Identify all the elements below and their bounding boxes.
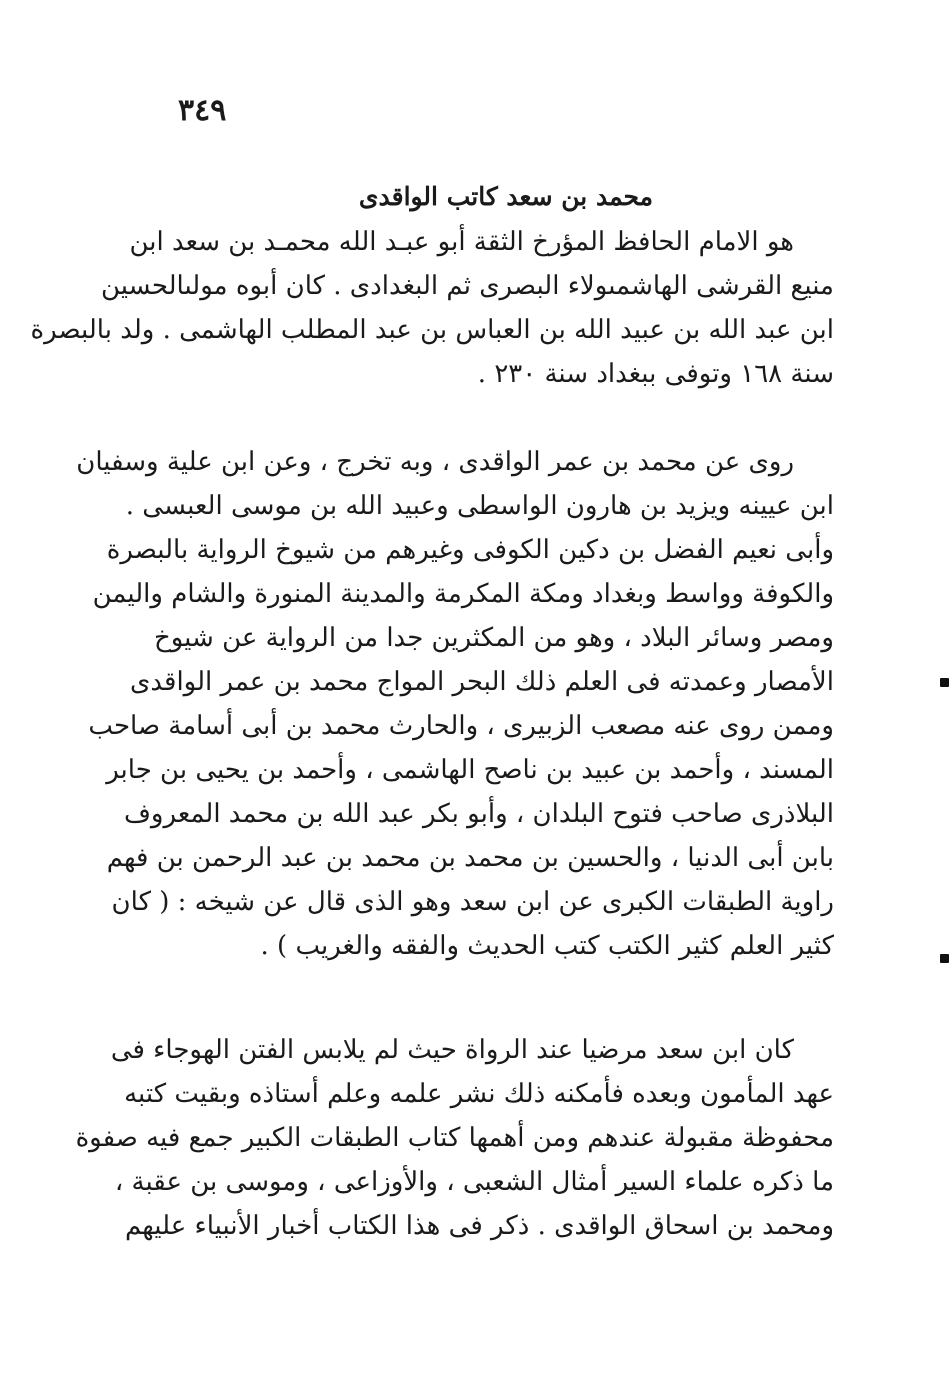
text-line: المسند ، وأحمد بن عبيد بن ناصح الهاشمى ، وأحمد بن يحيى بن جابر <box>106 755 834 785</box>
text-line: هو الامام الحافظ المؤرخ الثقة أبو عبـد الله محمـد بن سعد ابن <box>129 227 794 257</box>
text-line: الأمصار وعمدته فى العلم ذلك البحر المواج محمد بن عمر الواقدى <box>130 667 834 697</box>
section-title: محمد بن سعد كاتب الواقدى <box>358 182 654 211</box>
text-line: روى عن محمد بن عمر الواقدى ، وبه تخرج ، وعن ابن علية وسفيان <box>76 447 794 477</box>
text-line: ما ذكره علماء السير أمثال الشعبى ، والأوزاعى ، وموسى بن عقبة ، <box>114 1167 834 1197</box>
margin-dot-mark <box>940 678 949 687</box>
text-line: عهد المأمون وبعده فأمكنه ذلك نشر علمه وعلم أستاذه وبقيت كتبه <box>124 1079 834 1109</box>
paragraph-3 <box>75 1028 834 1248</box>
text-line: ابن عيينه ويزيد بن هارون الواسطى وعبيد الله بن موسى العبسى . <box>125 491 834 521</box>
text-line: وممن روى عنه مصعب الزبيرى ، والحارث محمد بن أبى أسامة صاحب <box>88 711 834 741</box>
page-number: ٣٤٩ <box>178 93 227 128</box>
text-line: سنة ١٦٨ وتوفى ببغداد سنة ٢٣٠ . <box>477 359 834 389</box>
text-line: كان ابن سعد مرضيا عند الرواة حيث لم يلابس الفتن الهوجاء فى <box>110 1035 794 1065</box>
text-line: البلاذرى صاحب فتوح البلدان ، وأبو بكر عبد الله بن محمد المعروف <box>123 799 834 829</box>
text-line: ابن عبد الله بن عبيد الله بن العباس بن عبد المطلب الهاشمى . ولد بالبصرة <box>30 315 834 345</box>
text-line: راوية الطبقات الكبرى عن ابن سعد وهو الذى قال عن شيخه : ( كان <box>111 887 834 917</box>
text-line: محفوظة مقبولة عندهم ومن أهمها كتاب الطبقات الكبير جمع فيه صفوة <box>75 1123 834 1153</box>
text-line: ومصر وسائر البلاد ، وهو من المكثرين جدا من الرواية عن شيوخ <box>153 623 834 653</box>
text-line: منيع القرشى الهاشمىولاء البصرى ثم البغدادى . كان أبوه مولىالحسين <box>100 271 834 301</box>
text-line: والكوفة وواسط وبغداد ومكة المكرمة والمدينة المنورة والشام واليمن <box>92 579 834 609</box>
text-line: بابن أبى الدنيا ، والحسين بن محمد بن محمد بن عبد الرحمن بن فهم <box>106 843 834 873</box>
text-line: وأبى نعيم الفضل بن دكين الكوفى وغيرهم من شيوخ الرواية بالبصرة <box>106 535 834 565</box>
paragraph-1 <box>30 220 834 396</box>
text-line: ومحمد بن اسحاق الواقدى . ذكر فى هذا الكتاب أخبار الأنبياء عليهم <box>125 1211 834 1241</box>
paragraph-2 <box>76 440 834 968</box>
margin-dot-mark <box>940 954 949 963</box>
text-line: كثير العلم كثير الكتب كتب الحديث والفقه والغريب ) . <box>260 931 834 961</box>
